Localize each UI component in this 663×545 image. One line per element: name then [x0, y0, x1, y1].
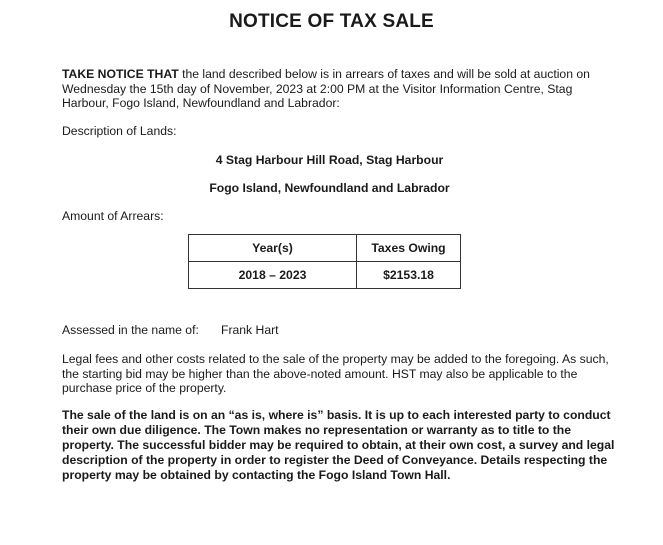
cell-taxes-owing: $2153.18 — [357, 262, 461, 289]
cell-years: 2018 – 2023 — [189, 262, 357, 289]
assessed-name: Frank Hart — [221, 323, 279, 337]
intro-lead: TAKE NOTICE THAT — [62, 67, 179, 81]
assessed-label: Assessed in the name of: — [62, 323, 199, 337]
intro-text: the land described below is in arrears of taxes and will be sold at auction on Wednesday the 15th day of November, 2023 at 2:00 PM at the Visitor Information Centre, Stag Harbour, Fogo Island, Newfoundland and Labrador: — [62, 67, 590, 111]
address-line-2: Fogo Island, Newfoundland and Labrador — [209, 181, 450, 195]
legal-fees-paragraph: Legal fees and other costs related to the sale of the property may be added to the foregoing. As such, the starting bid may be higher than the above-noted amount. HST may also be applicable to the purchase price of the property. — [62, 352, 609, 396]
assessed-line — [62, 323, 279, 337]
arrears-table — [188, 234, 461, 289]
column-header-years: Year(s) — [189, 235, 357, 262]
description-label: Description of Lands: — [62, 124, 177, 138]
table-header-row — [189, 235, 461, 262]
arrears-label: Amount of Arrears: — [62, 209, 164, 223]
table-row — [189, 262, 461, 289]
as-is-paragraph: The sale of the land is on an “as is, where is” basis. It is up to each interested party to conduct their own due diligence. The Town makes no representation or warranty as to title to the property. The successful bidder may be required to obtain, at their own cost, a survey and legal description of the property in order to register the Deed of Conveyance. Details respecting the property may be obtained by contacting the Fogo Island Town Hall. — [62, 408, 615, 482]
address-line-1: 4 Stag Harbour Hill Road, Stag Harbour — [215, 153, 444, 167]
notice-title: NOTICE OF TAX SALE — [229, 11, 434, 32]
column-header-taxes-owing: Taxes Owing — [357, 235, 461, 262]
intro-paragraph — [62, 67, 622, 111]
